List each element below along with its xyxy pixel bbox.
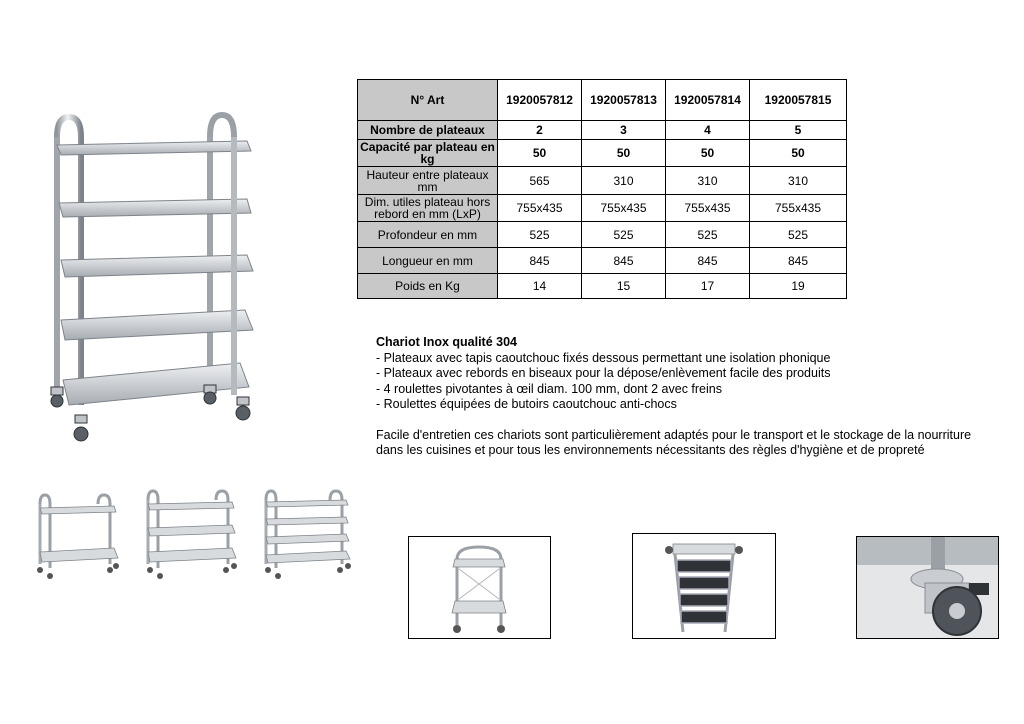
article-code: 1920057812: [498, 80, 582, 121]
table-cell: 310: [750, 167, 847, 195]
table-cell: 755x435: [582, 195, 666, 222]
detail-photo-trolley-top: [632, 533, 776, 639]
table-cell: 310: [582, 167, 666, 195]
table-cell: 525: [498, 222, 582, 248]
table-cell: 565: [498, 167, 582, 195]
detail-photo-caster: [856, 536, 999, 639]
feature-item: - Roulettes équipées de butoirs caoutchouc anti-chocs: [376, 397, 677, 411]
row-label: Longueur en mm: [358, 248, 498, 274]
table-row: [358, 167, 847, 195]
table-cell: 15: [582, 274, 666, 299]
caster-photo: [857, 537, 998, 638]
table-cell: 2: [498, 121, 582, 140]
table-cell: 525: [582, 222, 666, 248]
table-cell: 525: [666, 222, 750, 248]
table-row: [358, 222, 847, 248]
product-description: [376, 335, 996, 459]
row-label: Hauteur entre plateaux mm: [358, 167, 498, 195]
table-row: [358, 140, 847, 167]
table-cell: 50: [666, 140, 750, 167]
table-cell: 17: [666, 274, 750, 299]
table-cell: 50: [750, 140, 847, 167]
table-cell: 525: [750, 222, 847, 248]
table-cell: 845: [666, 248, 750, 274]
row-label: Profondeur en mm: [358, 222, 498, 248]
row-label: Poids en Kg: [358, 274, 498, 299]
trolley-3-shelves-image: [140, 486, 240, 582]
trolley-top-photo: [633, 534, 775, 638]
table-cell: 5: [750, 121, 847, 140]
table-cell: 845: [582, 248, 666, 274]
article-code: 1920057815: [750, 80, 847, 121]
table-cell: 755x435: [750, 195, 847, 222]
product-title: Chariot Inox qualité 304: [376, 335, 518, 349]
trolley-2-shelves-image: [32, 490, 122, 582]
table-cell: 755x435: [666, 195, 750, 222]
table-header-row: [358, 80, 847, 121]
table-row: [358, 274, 847, 299]
table-cell: 310: [666, 167, 750, 195]
spec-table: [357, 79, 847, 299]
table-row: [358, 121, 847, 140]
table-cell: 3: [582, 121, 666, 140]
table-cell: 50: [582, 140, 666, 167]
table-cell: 755x435: [498, 195, 582, 222]
feature-item: - Plateaux avec tapis caoutchouc fixés dessous permettant une isolation phonique: [376, 350, 831, 365]
table-cell: 19: [750, 274, 847, 299]
table-cell: 845: [498, 248, 582, 274]
feature-item: - 4 roulettes pivotantes à œil diam. 100 mm, dont 2 avec freins: [376, 381, 722, 396]
table-row: [358, 195, 847, 222]
table-row: [358, 248, 847, 274]
header-label: N° Art: [358, 80, 498, 121]
trolley-4-shelves-image: [258, 486, 353, 582]
description-paragraph: Facile d'entretien ces chariots sont particulièrement adaptés pour le transport et le stockage de la nourriture dans les cuisines et pour tous les environnements nécessitants des règles d'hygiène et de propreté: [376, 427, 972, 457]
row-label: Nombre de plateaux: [358, 121, 498, 140]
row-label: Dim. utiles plateau hors rebord en mm (LxP): [358, 195, 498, 222]
detail-photo-trolley-front: [408, 536, 551, 639]
table-cell: 4: [666, 121, 750, 140]
table-cell: 50: [498, 140, 582, 167]
main-trolley-image: [35, 105, 270, 450]
table-cell: 14: [498, 274, 582, 299]
trolley-front-photo: [409, 537, 550, 638]
row-label: Capacité par plateau en kg: [358, 140, 498, 167]
feature-item: - Plateaux avec rebords en biseaux pour la dépose/enlèvement facile des produits: [376, 366, 831, 380]
article-code: 1920057814: [666, 80, 750, 121]
table-cell: 845: [750, 248, 847, 274]
article-code: 1920057813: [582, 80, 666, 121]
